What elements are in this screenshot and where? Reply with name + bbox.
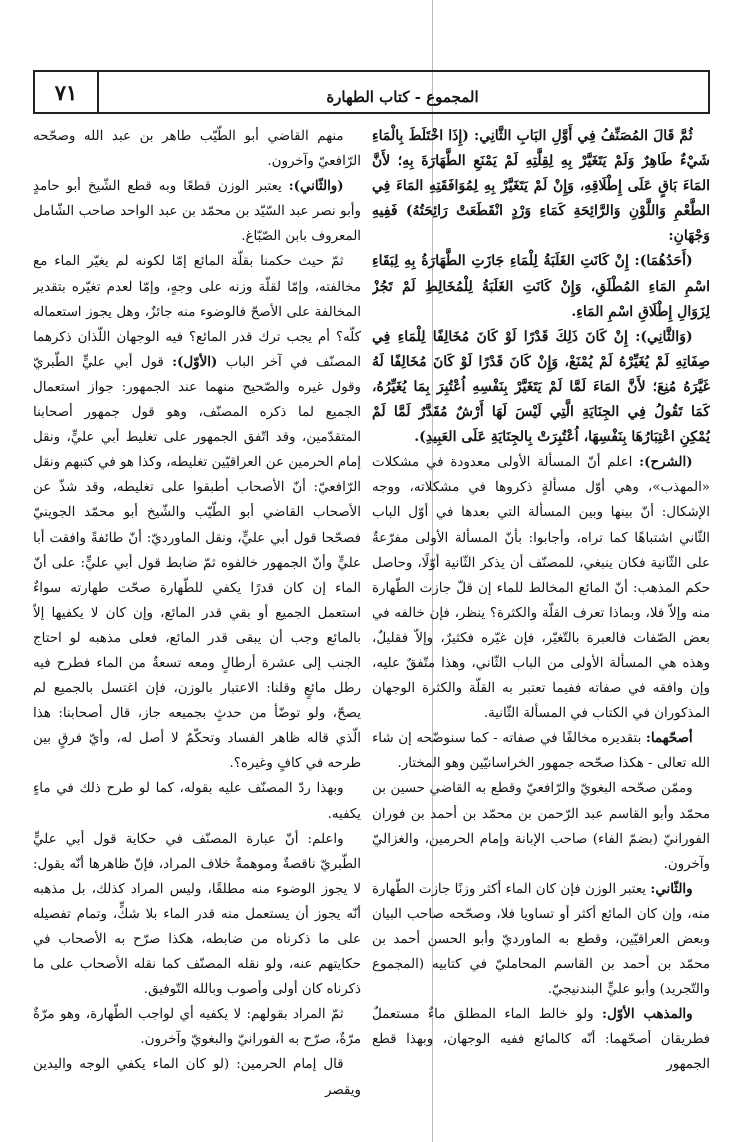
right-text-column [372,124,710,1136]
mimman-paragraph: وممّن صحّحه البغويّ والرّافعيّ وقطع به القاضي حسين بن محمّد وأبو القاسم عبد الرّحمن بن محمّد بن أحمد بن فوران الفورانيّ (بضمّ الفاء) صاحب الإبانة وإمام الحرمين، والغزاليّ وآخرون. [372,781,710,872]
running-title: المجموع - كتاب الطهارة [326,88,479,106]
madhhab-label: والمذهب الأوّل: [602,1006,693,1023]
minhum-paragraph: منهم القاضي أبو الطّيّب طاهر بن عبد الله وصحّحه الرّافعيّ وآخرون. [33,129,361,170]
asahhuhuma-label: أصحّهما: [645,730,693,747]
thumma-paragraph-rest: قول أبي عليٍّ الطّبريّ وقول غيره والصّحيح منهما عند الجمهور: جواز استعمال الجميع لما ذكره المصنّف، وهو قول جمهور أصحابنا المتقدّمين، وقد اتّفق الجمهور على تغليط أبي عليٍّ، ونقل إمام الحرمين عن العراقيّين تغليطه، وكذا هو في كتبهم ونقل الرّافعيّ: أنّ الأصحاب أطبقوا على تغليطه، وقد شذّ عن الأصحاب القاضي أبو الطّيّب والشّيخ أبو محمّد الجوينيّ فصحّحا قول أبي عليٍّ، ونقل الماورديّ: أنّ طائفةً وافقت أبا عليٍّ وأنّ الجمهور خالفوه ثمّ ضابط قول أبي عليٍّ: على أنّ الماء إن كان قدرًا يكفي للطّهارة صحّت طهارته سواءٌ استعمل الجميع أو بقي قدر المائع، وإن كان لا يكفيها إلاّ بالمائع وجب أن يبقى قدر المائع، فعلى مذهبه لو احتاج الجنب إلى عشرة أرطالٍ ومعه تسعةٌ من الماء فطرح فيه رطل مائعٍ وقلنا: الاعتبار بالوزن، فإن اغتسل بالجميع لم يصحّ، ولو توضّأ من حدثٍ بجميعه جاز، قال أصحابنا: هذا الّذي قاله ظاهر الفساد وتحكّمٌ لا أصل له، وأيّ فرقٍ بين طرحه في كافٍ وغيره؟. [33,354,361,772]
asahhuhuma-text: بتقديره مخالفًا في صفاته - كما سنوضّحه إن شاء الله تعالى - هكذا صحّحه جمهور الخراسانيّين وهو المختار. [372,731,710,772]
qala-paragraph: قال إمام الحرمين: (لو كان الماء يكفي الوجه واليدين ويقصر [33,1057,361,1098]
wabihadha-paragraph: وبهذا ردّ المصنّف عليه بقوله، كما لو طرح ذلك في ماءٍ يكفيه. [33,781,361,822]
waalam-paragraph: واعلم: أنّ عبارة المصنّف في حكاية قول أبي عليٍّ الطّبريّ ناقصةٌ وموهمةٌ خلاف المراد، فإنّ ظاهرها أنّه يقول: لا يجوز الوضوء منه مطلقًا، وليس المراد كذلك، بل مذهبه أنّه يجوز أن يستعمل منه قدر الماء بلا شكٍّ، وتمام تفصيله على ما ذكرناه من ضابطه، هكذا صرّح به الأصحاب في حكايتهم عنه، ولو نقله المصنّف كما نقله الأصحاب على ما ذكرناه كان أولى وأصوب وبالله التّوفيق. [33,831,361,998]
awwal-label: (الأوّل): [172,353,218,370]
running-header [33,70,710,114]
sharh-text: اعلم أنّ المسألة الأولى معدودة في مشكلات «المهذب»، وهي أوّل مسألةٍ ذكروها في مشكلاته، ووجه الإشكال: أنّ بينها وبين المسألة التي بعدها في أوّل الباب الثّاني اشتباهًا كما تراه، وأجابوا: بأنّ المسألة الأولى مفرّعةٌ على الثّانية فكان ينبغي، للمصنّف أن يذكر الثّانية أوّلًا، وحاصل حكم المذهب: أنّ المائع المخالط للماء إن قلّ جازت الطّهارة منه وإلاّ فلا، وبماذا تعرف القلّة والكثرة؟ ينظر، فإن خالفه في بعض الصّفات فالعبرة بالتّغيّر، فإن غيّره فكثيرٌ، وإلاّ فقليلٌ، وهذه هي المسألة الأولى من الباب الثّاني، وهذا متّفقٌ عليه، وإن وافقه في صفاته ففيما تعتبر به القلّة والكثرة الوجهان المذكوران في الكتاب في المسألة الثّانية. [372,455,710,722]
matn-paragraph-3: (وَالثَّانِي): إِنْ كَانَ ذَلِكَ قَدْرًا لَوْ كَانَ مُخَالِفًا لِلْمَاءِ فِي صِفَاتِهِ لَمْ يُغَيِّرْهُ لَمْ يُمْنَعْ، وَإِنْ كَانَ قَدْرًا لَوْ كَانَ مُخَالِفًا لَهُ غَيَّرَهُ مُنِعَ؛ لأَنَّ المَاءَ لَمَّا لَمْ يَتَغَيَّرْ بِنَفْسِهِ اُعْتُبِرَ بِمَا يُغَيِّرُهُ، كَمَا تَقُولُ فِي الجِنَايَةِ الَّتِي لَيْسَ لَهَا أَرْشٌ مُقَدَّرٌ لَمَّا لَمْ يُمْكِنِ اعْتِبَارُهَا بِنَفْسِهَا، اُعْتُبِرَتْ بِالجِنَايَةِ عَلَى العَبِيدِ). [372,328,710,446]
sharh-label: (الشرح): [639,454,693,471]
matn-paragraph-1: ثُمَّ قَالَ المُصَنِّفُ فِي أَوَّلِ البَابِ الثَّانِي: (إِذَا اخْتَلَطَ بِالْمَاءِ شَيْءٌ طَاهِرٌ وَلَمْ يَتَغَيَّرْ بِهِ لِقِلَّتِهِ لَمْ يَمْنَعِ الطَّهَارَةَ بِهِ؛ لأَنَّ المَاءَ بَاقٍ عَلَى إِطْلَاقِهِ، وَإِنْ لَمْ يَتَغَيَّرْ بِهِ لِمُوَافَقَتِهِ المَاءَ فِي الطَّعْمِ وَاللَّوْنِ وَالرَّائِحَةِ كَمَاءِ وَرْدٍ انْقَطَعَتْ رَائِحَتُهُ) فَفِيهِ وَجْهَانِ: [372,128,710,245]
wathani-label: والثّاني: [650,880,693,897]
wathani-label: (والثّاني): [288,178,344,195]
matn-paragraph-2: (أَحَدُهُمَا): إِنْ كَانَتِ الغَلَبَةُ لِلْمَاءِ جَازَتِ الطَّهَارَةُ بِهِ لِبَقَاءِ اسْمِ المَاءِ المُطْلَقِ، وَإِنْ كَانَتِ الغَلَبَةُ لِلْمُخَالِطِ لَمْ تَجُزْ لِزَوَالِ إِطْلَاقِ اسْمِ المَاءِ. [372,253,710,320]
page-number: ٧١ [35,72,99,112]
wathani-text: يعتبر الوزن فإن كان الماء أكثر وزنًا جازت الطّهارة منه، وإن كان المائع أكثر أو تساويا فلا، وصحّحه صاحب البيان وبعض العراقيّين، وقطع به الماورديّ وأبو الحسن أحمد بن محمّد بن أحمد بن القاسم المحامليّ في كتابيه (المجموع والتّجريد) وأبو عليٍّ البندنيجيّ. [372,881,710,998]
thumma-paragraph: ثمّ حيث حكمنا بقلّة المائع إمّا لكونه لم يغيّر الماء مع مخالفته، وإمّا لقلّة وزنه على وجهٍ، وإمّا لعدم تغيّره بتقدير المخالفة على الأصحّ فالوضوء منه جائزٌ، وهل يجوز استعماله كلّه؟ أم يجب ترك قدر المائع؟ فيه الوجهان اللّذان ذكرهما المصنّف في آخر الباب [33,254,361,370]
wathani-text: يعتبر الوزن قطعًا وبه قطع الشّيخ أبو حامدٍ وأبو نصر عبد السّيّد بن محمّد بن عبد الواحد صاحب الشّامل المعروف بابن الصّبّاغ. [33,179,361,245]
left-text-column [33,124,361,1136]
madhhab-text: ولو خالط الماء المطلق ماءٌ مستعملٌ فطريقان أصحّهما: أنّه كالمائع ففيه الوجهان، وبهذا قطع الجمهور [372,1007,710,1073]
thumma-murad-paragraph: ثمّ المراد بقولهم: لا يكفيه أي لواجب الطّهارة، وهو مرّةٌ مرّةٌ، صرّح به الفورانيّ والبغويّ وآخرون. [33,1007,361,1048]
